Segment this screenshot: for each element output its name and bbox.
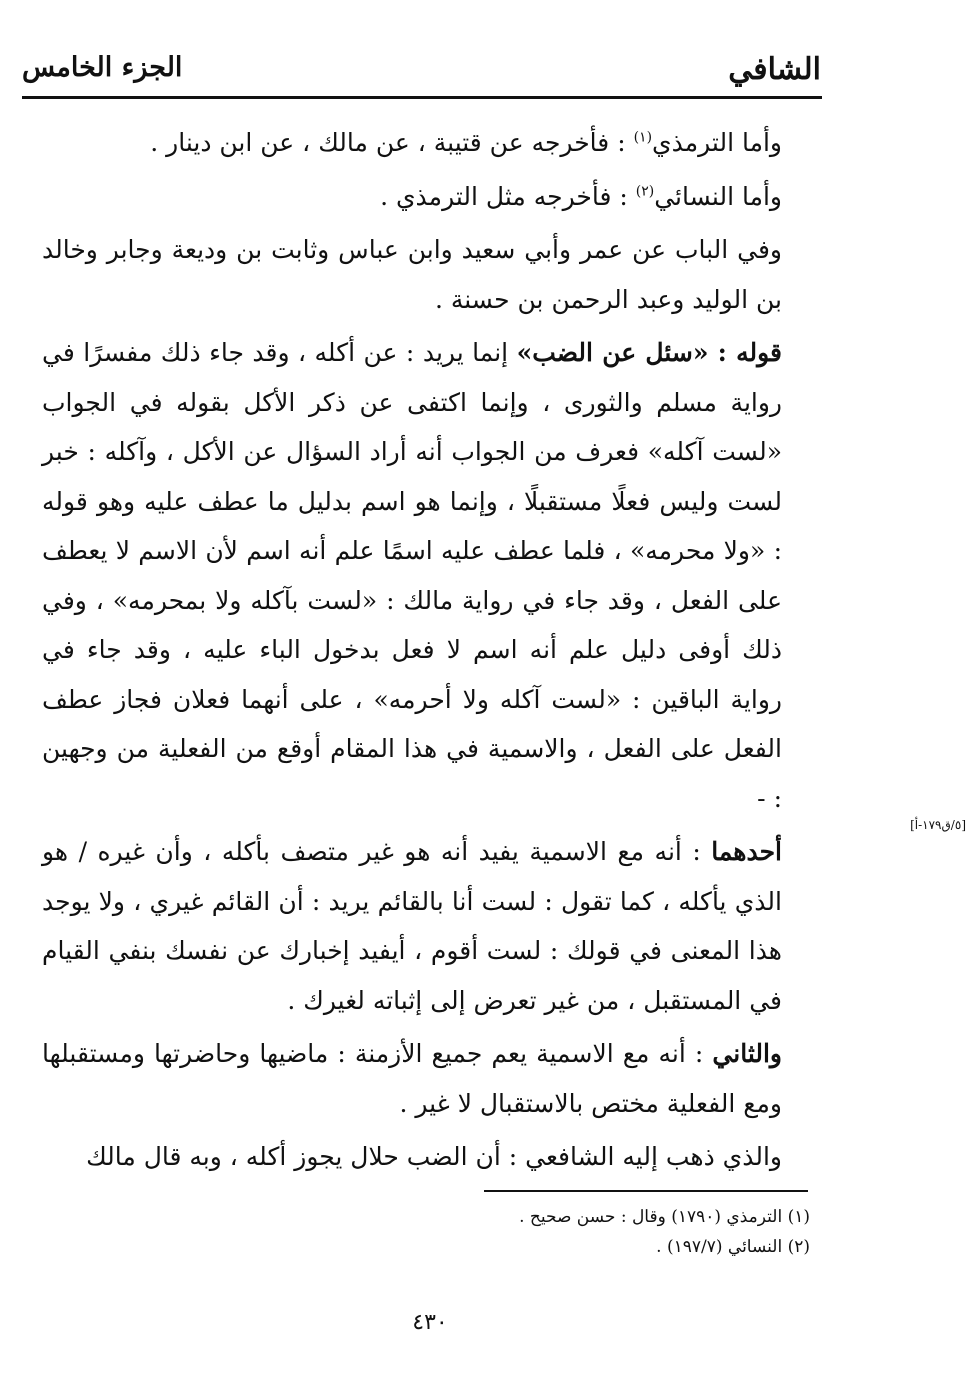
- header-rule: [22, 96, 822, 99]
- paragraph-2: وأما النسائي$^{(٢)}$ : فأخرجه مثل الترمذي .: [380, 181, 782, 211]
- paragraph-7: والذي ذهب إليه الشافعي : أن الضب حلال يجوز أكله ، وبه قال مالك: [86, 1142, 782, 1171]
- footnote-rule: [484, 1190, 808, 1192]
- paragraph-3: وفي الباب عن عمر وأبي سعيد وابن عباس وثابت بن وديعة وجابر وخالد بن الوليد وعبد الرحمن بن حسنة .: [42, 235, 782, 314]
- book-title: الشافي: [728, 52, 821, 87]
- paragraph-6: والثاني : أنه مع الاسمية يعم جميع الأزمنة : ماضيها وحاضرتها ومستقبلها ومع الفعلية مختص بالاستقبال لا غير .: [42, 1039, 782, 1118]
- footnote-ref-2[interactable]: (٢): [635, 183, 655, 200]
- footnote-1: (١) الترمذي (١٧٩٠) وقال : حسن صحيح .: [519, 1207, 810, 1227]
- page-number: ٤٣٠: [412, 1310, 448, 1335]
- paragraph-4: قوله : «سئل عن الضب» إنما يريد : عن أكله ، وقد جاء ذلك مفسرًا في رواية مسلم والثورى ، وإنما اكتفى عن ذكر الأكل بقوله في الجواب «لست آكله» فعرف من الجواب أنه أراد السؤال عن الأكل ، وآكله : خبر لست وليس فعلًا مستقبلًا ، وإنما هو اسم بدليل ما عطف عليه وهو قوله : «ولا محرمه» ، فلما عطف عليه اسمًا علم أنه اسم لأن الاسم لا يعطف على الفعل ، وقد جاء في رواية مالك : «لست بآكله ولا بمحرمه» ، وفي ذلك أوفى دليل علم أنه اسم لا فعل بدخول الباء عليه ، وقد جاء في رواية الباقين : «لست آكله ولا أحرمه» ، على أنهما فعلان فجاز عطف الفعل على الفعل ، والاسمية في هذا المقام أوقع من الفعلية من وجهين : -: [42, 338, 782, 813]
- volume-label: الجزء الخامس: [22, 52, 183, 83]
- body-text: [42, 118, 818, 1186]
- paragraph-5-lead: أحدهما: [711, 837, 782, 866]
- footnote-ref-1[interactable]: (١): [633, 129, 653, 146]
- paragraph-4-lead: قوله : «سئل عن الضب»: [516, 338, 782, 367]
- paragraph-6-lead: والثاني: [712, 1039, 782, 1068]
- manuscript-margin-note: [٥/ق١٧٩-أ]: [910, 818, 966, 832]
- paragraph-1: وأما الترمذي$^{(١)}$ : فأخرجه عن قتيبة ، عن مالك ، عن ابن دينار .: [150, 128, 782, 157]
- footnote-2: (٢) النسائي (١٩٧/٧) .: [656, 1237, 810, 1257]
- footnotes: [300, 1202, 810, 1262]
- paragraph-5: أحدهما : أنه مع الاسمية يفيد أنه هو غير متصف بأكله ، وأن غيره / هو الذي يأكله ، كما تقول : لست أنا بالقائم يريد : أن القائم غيري ، ولا يوجد هذا المعنى في قولك : لست أقوم ، أيفيد إخبارك عن نفسك بنفي القيام في المستقبل ، من غير تعرض إلى إثباته لغيرك .: [42, 837, 782, 1015]
